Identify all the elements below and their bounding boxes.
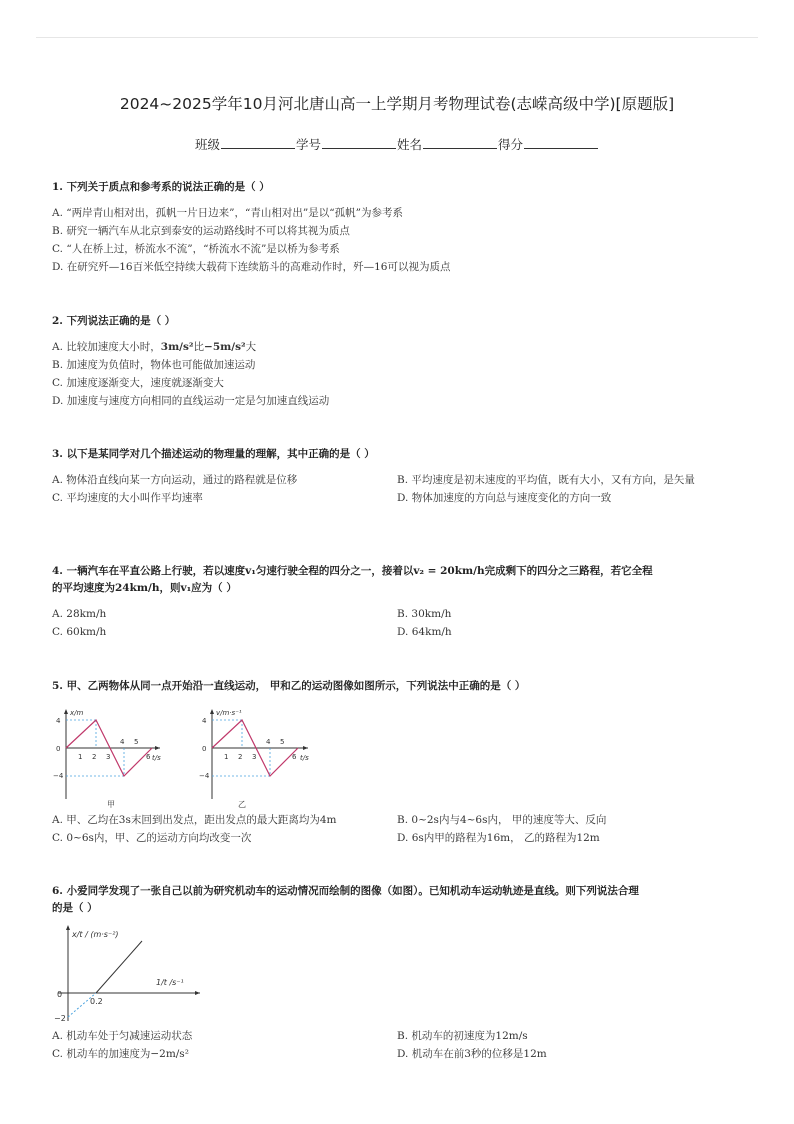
graph-jia-tick-x1: 1 xyxy=(78,753,83,761)
graph-jia-tick-x3: 3 xyxy=(106,753,111,761)
graph-yi-tick-x6: 6 xyxy=(292,753,297,761)
option-a-math-1: 3m/s² xyxy=(160,341,194,353)
option-a[interactable] xyxy=(52,338,742,356)
page-title: 2024~2025学年10月河北唐山高一上学期月考物理试卷(志嵘高级中学)[原题版] xyxy=(119,95,675,113)
class-label: 班级 xyxy=(194,137,220,152)
question-stem-line-2: 的平均速度为24km/h，则v₁应为（ ） xyxy=(52,582,237,594)
motion-graphs xyxy=(52,703,352,809)
graph-tick-0: 0 xyxy=(57,990,63,999)
graph-yi-xlabel: t/s xyxy=(300,754,309,762)
option-d[interactable]: D. 在研究歼—16百米低空持续大载荷下连续筋斗的高难动作时，歼—16可以视为质点 xyxy=(52,261,451,273)
options-row-2 xyxy=(52,829,742,847)
graph-yi xyxy=(199,709,309,809)
option-a[interactable]: A. 28km/h xyxy=(52,608,107,620)
graph-jia-tick-x5: 5 xyxy=(134,738,139,746)
id-label: 学号 xyxy=(295,137,321,152)
question-6 xyxy=(52,883,742,1063)
graph-xlabel: 1/t /s⁻¹ xyxy=(156,978,184,987)
name-blank[interactable] xyxy=(423,138,497,149)
option-b[interactable]: B. 平均速度是初末速度的平均值，既有大小，又有方向，是矢量 xyxy=(397,474,695,486)
question-1 xyxy=(52,179,742,276)
question-3 xyxy=(52,446,742,507)
options-row-1 xyxy=(52,811,742,829)
graph-yi-tick-0: 0 xyxy=(202,745,207,753)
options-row-1 xyxy=(52,605,742,623)
question-stem-line-2: 的是（ ） xyxy=(52,902,98,914)
graph-jia-caption: 甲 xyxy=(107,800,115,809)
graph-tick-m2: −2 xyxy=(54,1014,66,1023)
graph-yi-tick-x5: 5 xyxy=(280,738,285,746)
graph-tick-02: 0.2 xyxy=(90,997,103,1006)
graph-jia xyxy=(53,709,161,809)
graph-jia-tick-x6: 6 xyxy=(146,753,151,761)
graph-yi-tick-m4: −4 xyxy=(199,772,210,780)
graph-yi-tick-x2: 2 xyxy=(238,753,243,761)
option-a[interactable]: A. 机动车处于匀减速运动状态 xyxy=(52,1030,193,1042)
graph-yi-tick-4: 4 xyxy=(202,717,207,725)
graph-jia-ylabel: x/m xyxy=(70,709,84,717)
options-row-2 xyxy=(52,489,742,507)
option-c[interactable]: C. “人在桥上过，桥流水不流”，“桥流水不流”是以桥为参考系 xyxy=(52,243,340,255)
question-2 xyxy=(52,313,742,410)
option-d[interactable]: D. 加速度与速度方向相同的直线运动一定是匀加速直线运动 xyxy=(52,395,330,407)
option-d[interactable]: D. 机动车在前3秒的位移是12m xyxy=(397,1048,547,1060)
option-d[interactable]: D. 物体加速度的方向总与速度变化的方向一致 xyxy=(397,492,612,504)
options-row-1 xyxy=(52,1027,742,1045)
option-d[interactable]: D. 64km/h xyxy=(397,626,452,638)
graph-yi-ylabel: v/m·s⁻¹ xyxy=(216,709,242,717)
option-d[interactable]: D. 6s内甲的路程为16m， 乙的路程为12m xyxy=(397,832,600,844)
graph-ylabel: x/t / (m·s⁻²) xyxy=(72,930,119,939)
option-a-suffix: 大 xyxy=(245,341,257,353)
graph-jia-tick-m4: −4 xyxy=(53,772,64,780)
option-c[interactable]: C. 加速度逐渐变大，速度就逐渐变大 xyxy=(52,377,224,389)
graph-jia-tick-x4: 4 xyxy=(120,738,125,746)
student-info-line xyxy=(0,135,794,153)
class-blank[interactable] xyxy=(221,138,295,149)
option-c[interactable]: C. 0~6s内，甲、乙的运动方向均改变一次 xyxy=(52,832,252,844)
option-b[interactable]: B. 机动车的初速度为12m/s xyxy=(397,1030,528,1042)
question-stem-line-1: 4. 一辆汽车在平直公路上行驶，若以速度v₁匀速行驶全程的四分之一，接着以v₂ = 20km/h完成剩下的四分之三路程，若它全程 xyxy=(52,565,653,577)
graph-line xyxy=(96,941,142,993)
option-c[interactable]: C. 机动车的加速度为−2m/s² xyxy=(52,1048,189,1060)
option-b[interactable]: B. 0~2s内与4~6s内， 甲的速度等大、反向 xyxy=(397,814,607,826)
options-row-1 xyxy=(52,471,742,489)
option-b[interactable]: B. 30km/h xyxy=(397,608,452,620)
option-a-prefix: A. 比较加速度大小时， xyxy=(52,341,161,353)
score-label: 得分 xyxy=(498,137,524,152)
graph-jia-tick-0: 0 xyxy=(56,745,61,753)
score-blank[interactable] xyxy=(524,138,598,149)
option-a[interactable]: A. “两岸青山相对出，孤帆一片日边来”，“青山相对出”是以“孤帆”为参考系 xyxy=(52,207,403,219)
question-stem: 1. 下列关于质点和参考系的说法正确的是（ ） xyxy=(52,181,270,193)
graph-yi-caption: 乙 xyxy=(238,800,246,809)
graph-jia-tick-4: 4 xyxy=(56,717,61,725)
id-blank[interactable] xyxy=(322,138,396,149)
question-stem: 5. 甲、乙两物体从同一点开始沿一直线运动， 甲和乙的运动图像如图所示，下列说法中正确的是（ ） xyxy=(52,680,526,692)
option-b[interactable]: B. 加速度为负值时，物体也可能做加速运动 xyxy=(52,359,256,371)
graph-yi-tick-x1: 1 xyxy=(224,753,229,761)
options-row-2 xyxy=(52,623,742,641)
option-a-mid: 比 xyxy=(193,341,205,353)
top-divider xyxy=(36,37,758,38)
options-row-2 xyxy=(52,1045,742,1063)
question-4 xyxy=(52,563,742,641)
graph-yi-tick-x4: 4 xyxy=(266,738,271,746)
question-stem: 3. 以下是某同学对几个描述运动的物理量的理解，其中正确的是（ ） xyxy=(52,448,375,460)
x-t-graph xyxy=(52,923,202,1023)
option-b[interactable]: B. 研究一辆汽车从北京到泰安的运动路线时不可以将其视为质点 xyxy=(52,225,350,237)
question-stem-line-1: 6. 小爱同学发现了一张自己以前为研究机动车的运动情况而绘制的图像（如图）。已知机动车运动轨迹是直线。则下列说法合理 xyxy=(52,885,639,897)
option-c[interactable]: C. 60km/h xyxy=(52,626,107,638)
option-a[interactable]: A. 甲、乙均在3s末回到出发点，距出发点的最大距离均为4m xyxy=(52,814,337,826)
option-c[interactable]: C. 平均速度的大小叫作平均速率 xyxy=(52,492,203,504)
graph-jia-tick-x2: 2 xyxy=(92,753,97,761)
option-a[interactable]: A. 物体沿直线向某一方向运动，通过的路程就是位移 xyxy=(52,474,298,486)
question-5 xyxy=(52,678,742,847)
graph-jia-xlabel: t/s xyxy=(152,754,161,762)
graph-yi-tick-x3: 3 xyxy=(252,753,257,761)
question-stem: 2. 下列说法正确的是（ ） xyxy=(52,315,176,327)
name-label: 姓名 xyxy=(397,137,423,152)
option-a-math-2: −5m/s² xyxy=(204,341,246,353)
